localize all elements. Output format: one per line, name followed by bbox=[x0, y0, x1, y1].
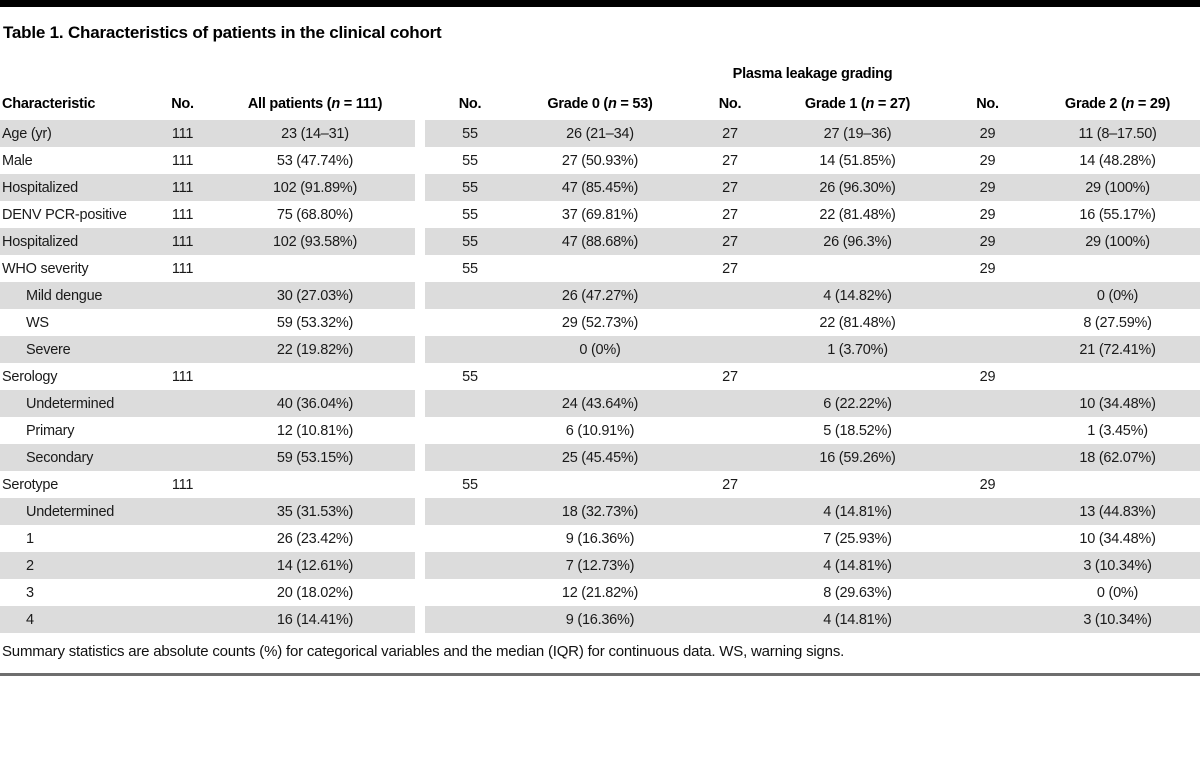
cell-no-grade0 bbox=[425, 282, 515, 309]
cell-grade2: 29 (100%) bbox=[1035, 228, 1200, 255]
cell-no-grade2: 29 bbox=[979, 152, 996, 169]
table-row bbox=[0, 471, 1200, 498]
cell-grade2: 10 (34.48%) bbox=[1035, 390, 1200, 417]
cell-all-patients: 75 (68.80%) bbox=[276, 206, 354, 223]
cell-grade1: 4 (14.82%) bbox=[775, 282, 940, 309]
table-body bbox=[0, 120, 1200, 633]
table-row bbox=[0, 525, 1200, 552]
cell-gap bbox=[415, 228, 425, 255]
cell-grade0: 12 (21.82%) bbox=[561, 584, 639, 601]
cell-no-grade1 bbox=[685, 606, 775, 633]
cell-grade0: 7 (12.73%) bbox=[515, 552, 685, 579]
cell-no-grade0 bbox=[425, 336, 515, 363]
row-label: Male bbox=[2, 152, 33, 169]
table-row bbox=[0, 228, 1200, 255]
cell-all-patients: 102 (93.58%) bbox=[215, 228, 415, 255]
cell-grade1: 4 (14.81%) bbox=[775, 552, 940, 579]
table-row bbox=[0, 174, 1200, 201]
cell-gap bbox=[415, 363, 425, 390]
cell-no-grade2 bbox=[940, 282, 1035, 309]
cell-grade0: 25 (45.45%) bbox=[515, 444, 685, 471]
cell-no-grade2 bbox=[940, 309, 1035, 336]
table-row bbox=[0, 255, 1200, 282]
cell-grade0: 27 (50.93%) bbox=[561, 152, 639, 169]
cell-no-grade1: 27 bbox=[685, 174, 775, 201]
cell-no-all bbox=[150, 336, 215, 363]
cell-no-all: 111 bbox=[171, 206, 194, 223]
cell-all-patients: 20 (18.02%) bbox=[276, 584, 354, 601]
cell-grade1: 16 (59.26%) bbox=[775, 444, 940, 471]
cell-no-grade0 bbox=[425, 390, 515, 417]
cell-no-grade1: 27 bbox=[685, 120, 775, 147]
cell-no-grade1 bbox=[685, 525, 775, 552]
cell-gap bbox=[415, 201, 425, 228]
row-label: Hospitalized bbox=[0, 174, 150, 201]
cell-no-grade0: 55 bbox=[425, 174, 515, 201]
cell-all-patients bbox=[215, 471, 415, 498]
cell-grade2: 18 (62.07%) bbox=[1035, 444, 1200, 471]
cell-no-all: 111 bbox=[171, 368, 194, 385]
cell-grade0 bbox=[515, 363, 685, 390]
table-row bbox=[0, 444, 1200, 471]
cell-no-grade2: 29 bbox=[940, 120, 1035, 147]
cell-no-grade0: 55 bbox=[425, 228, 515, 255]
cell-no-grade1 bbox=[685, 390, 775, 417]
row-label: 1 bbox=[26, 530, 34, 547]
row-label: Severe bbox=[0, 336, 150, 363]
cell-no-grade2: 29 bbox=[940, 174, 1035, 201]
cell-grade0: 0 (0%) bbox=[515, 336, 685, 363]
cell-no-grade2: 29 bbox=[979, 476, 996, 493]
cell-all-patients: 22 (19.82%) bbox=[215, 336, 415, 363]
cell-grade1: 5 (18.52%) bbox=[823, 422, 892, 439]
column-header-grade2: Grade 2 (n = 29) bbox=[1064, 96, 1171, 112]
row-label: Serotype bbox=[2, 476, 59, 493]
cell-no-all bbox=[150, 552, 215, 579]
cell-no-grade1: 27 bbox=[722, 152, 738, 169]
column-gap bbox=[415, 88, 425, 120]
cell-grade1 bbox=[775, 363, 940, 390]
row-label: Serology bbox=[2, 368, 58, 385]
cell-grade2: 29 (100%) bbox=[1035, 174, 1200, 201]
plasma-leakage-grading-header: Plasma leakage grading bbox=[732, 66, 893, 82]
cell-grade0: 47 (88.68%) bbox=[515, 228, 685, 255]
table-footnote: Summary statistics are absolute counts (%) for categorical variables and the median (IQR) for continuous data. WS, warning signs. bbox=[2, 643, 845, 660]
cell-no-grade0: 55 bbox=[462, 476, 478, 493]
row-label: Mild dengue bbox=[0, 282, 150, 309]
cell-gap bbox=[415, 525, 425, 552]
cell-no-all bbox=[150, 444, 215, 471]
cell-no-all: 111 bbox=[171, 152, 194, 169]
cell-no-grade1 bbox=[685, 552, 775, 579]
cell-no-grade0: 55 bbox=[425, 120, 515, 147]
table-row bbox=[0, 363, 1200, 390]
cell-grade0: 24 (43.64%) bbox=[515, 390, 685, 417]
cell-grade2: 0 (0%) bbox=[1096, 584, 1139, 601]
cell-gap bbox=[415, 336, 425, 363]
cell-grade0: 26 (21–34) bbox=[515, 120, 685, 147]
cell-all-patients: 35 (31.53%) bbox=[215, 498, 415, 525]
cell-grade2 bbox=[1035, 363, 1200, 390]
cell-all-patients: 26 (23.42%) bbox=[276, 530, 354, 547]
cell-no-grade1 bbox=[685, 282, 775, 309]
row-label: Age (yr) bbox=[0, 120, 150, 147]
cell-no-grade0 bbox=[425, 606, 515, 633]
cell-grade2 bbox=[1035, 255, 1200, 282]
cell-no-grade2 bbox=[940, 525, 1035, 552]
row-label: Hospitalized bbox=[0, 228, 150, 255]
cell-all-patients: 102 (91.89%) bbox=[215, 174, 415, 201]
cell-grade2: 21 (72.41%) bbox=[1035, 336, 1200, 363]
cell-grade2: 16 (55.17%) bbox=[1079, 206, 1156, 223]
cell-no-grade2 bbox=[940, 498, 1035, 525]
cell-grade2: 1 (3.45%) bbox=[1087, 422, 1148, 439]
cell-gap bbox=[415, 390, 425, 417]
cell-no-all bbox=[150, 417, 215, 444]
patients-characteristics-table bbox=[0, 60, 1200, 633]
cell-grade0: 9 (16.36%) bbox=[515, 606, 685, 633]
cell-no-grade1 bbox=[685, 336, 775, 363]
cell-grade1: 14 (51.85%) bbox=[819, 152, 896, 169]
column-header-no-grade2: No. bbox=[976, 96, 999, 112]
row-label: DENV PCR-positive bbox=[2, 206, 127, 223]
table-row bbox=[0, 579, 1200, 606]
cell-no-grade2 bbox=[940, 552, 1035, 579]
cell-grade0: 18 (32.73%) bbox=[515, 498, 685, 525]
cell-no-grade1: 27 bbox=[722, 260, 738, 277]
cell-no-grade0 bbox=[425, 552, 515, 579]
table-row bbox=[0, 606, 1200, 633]
cell-grade1 bbox=[775, 471, 940, 498]
cell-grade1: 1 (3.70%) bbox=[775, 336, 940, 363]
cell-all-patients bbox=[215, 255, 415, 282]
column-header-characteristic: Characteristic bbox=[2, 96, 96, 112]
cell-grade1: 22 (81.48%) bbox=[819, 314, 896, 331]
table-row bbox=[0, 552, 1200, 579]
cell-grade2: 3 (10.34%) bbox=[1035, 552, 1200, 579]
cell-no-grade0: 55 bbox=[462, 368, 478, 385]
row-label: Secondary bbox=[0, 444, 150, 471]
cell-no-grade1: 27 bbox=[722, 476, 738, 493]
cell-gap bbox=[415, 309, 425, 336]
column-header-no-grade0: No. bbox=[458, 96, 482, 112]
cell-all-patients: 40 (36.04%) bbox=[215, 390, 415, 417]
cell-grade0 bbox=[515, 471, 685, 498]
cell-gap bbox=[415, 147, 425, 174]
span-header-row bbox=[0, 60, 1200, 88]
cell-no-grade0 bbox=[425, 417, 515, 444]
cell-no-all bbox=[150, 498, 215, 525]
cell-no-grade0: 55 bbox=[462, 206, 478, 223]
cell-no-grade1: 27 bbox=[685, 228, 775, 255]
cell-grade0: 26 (47.27%) bbox=[515, 282, 685, 309]
table-row bbox=[0, 336, 1200, 363]
cell-gap bbox=[415, 120, 425, 147]
cell-all-patients: 16 (14.41%) bbox=[215, 606, 415, 633]
cell-grade1: 4 (14.81%) bbox=[775, 498, 940, 525]
cell-grade0: 6 (10.91%) bbox=[565, 422, 635, 439]
row-label: WHO severity bbox=[2, 260, 89, 277]
cell-gap bbox=[415, 282, 425, 309]
cell-no-grade2 bbox=[940, 417, 1035, 444]
column-header-row bbox=[0, 88, 1200, 120]
cell-no-grade1 bbox=[685, 498, 775, 525]
row-label: Undetermined bbox=[0, 390, 150, 417]
cell-no-grade1 bbox=[685, 579, 775, 606]
cell-no-all: 111 bbox=[171, 260, 194, 277]
cell-no-grade2: 29 bbox=[979, 206, 996, 223]
cell-no-all: 111 bbox=[150, 120, 215, 147]
cell-all-patients: 14 (12.61%) bbox=[215, 552, 415, 579]
cell-grade1: 6 (22.22%) bbox=[775, 390, 940, 417]
cell-grade2: 0 (0%) bbox=[1035, 282, 1200, 309]
cell-all-patients: 12 (10.81%) bbox=[276, 422, 354, 439]
cell-no-all bbox=[150, 390, 215, 417]
cell-gap bbox=[415, 255, 425, 282]
cell-no-all bbox=[150, 525, 215, 552]
cell-grade2 bbox=[1035, 471, 1200, 498]
cell-grade1: 7 (25.93%) bbox=[823, 530, 892, 547]
cell-no-grade1 bbox=[685, 417, 775, 444]
cell-no-all: 111 bbox=[150, 174, 215, 201]
cell-all-patients: 59 (53.15%) bbox=[215, 444, 415, 471]
cell-no-all bbox=[150, 309, 215, 336]
cell-no-grade2: 29 bbox=[979, 368, 996, 385]
cell-grade0: 47 (85.45%) bbox=[515, 174, 685, 201]
cell-no-grade2 bbox=[940, 336, 1035, 363]
cell-all-patients bbox=[215, 363, 415, 390]
cell-grade2: 8 (27.59%) bbox=[1083, 314, 1152, 331]
cell-grade0: 9 (16.36%) bbox=[565, 530, 635, 547]
column-header-no-grade1: No. bbox=[718, 96, 742, 112]
cell-no-all: 111 bbox=[150, 228, 215, 255]
cell-grade1: 26 (96.3%) bbox=[775, 228, 940, 255]
table-title: Table 1. Characteristics of patients in the clinical cohort bbox=[3, 23, 442, 42]
cell-gap bbox=[415, 471, 425, 498]
cell-no-all: 111 bbox=[171, 476, 194, 493]
cell-no-grade0 bbox=[425, 498, 515, 525]
cell-grade0 bbox=[515, 255, 685, 282]
span-header-spacer bbox=[0, 60, 425, 88]
cell-grade2: 11 (8–17.50) bbox=[1035, 120, 1200, 147]
table-row bbox=[0, 390, 1200, 417]
cell-no-grade1: 27 bbox=[722, 368, 738, 385]
cell-gap bbox=[415, 552, 425, 579]
cell-no-grade2 bbox=[940, 579, 1035, 606]
table-row bbox=[0, 201, 1200, 228]
cell-all-patients: 30 (27.03%) bbox=[215, 282, 415, 309]
cell-grade1: 27 (19–36) bbox=[775, 120, 940, 147]
row-label: Undetermined bbox=[0, 498, 150, 525]
row-label: 2 bbox=[0, 552, 150, 579]
cell-no-grade1: 27 bbox=[722, 206, 738, 223]
column-header-grade0: Grade 0 (n = 53) bbox=[547, 96, 653, 112]
cell-no-grade2: 29 bbox=[940, 228, 1035, 255]
cell-grade1: 4 (14.81%) bbox=[775, 606, 940, 633]
column-header-all-patients: All patients (n = 111) bbox=[247, 96, 383, 112]
cell-gap bbox=[415, 174, 425, 201]
row-label: 3 bbox=[26, 584, 34, 601]
cell-grade0: 29 (52.73%) bbox=[561, 314, 639, 331]
column-header-grade1: Grade 1 (n = 27) bbox=[804, 96, 911, 112]
cell-no-grade0 bbox=[425, 309, 515, 336]
cell-grade1 bbox=[775, 255, 940, 282]
cell-no-grade1 bbox=[685, 444, 775, 471]
cell-no-grade2: 29 bbox=[979, 260, 996, 277]
table-row bbox=[0, 282, 1200, 309]
cell-grade2: 3 (10.34%) bbox=[1035, 606, 1200, 633]
cell-grade0: 37 (69.81%) bbox=[561, 206, 639, 223]
cell-gap bbox=[415, 498, 425, 525]
cell-no-all bbox=[150, 282, 215, 309]
table-row bbox=[0, 120, 1200, 147]
bottom-rule bbox=[0, 673, 1200, 676]
cell-all-patients: 23 (14–31) bbox=[215, 120, 415, 147]
cell-grade2: 14 (48.28%) bbox=[1079, 152, 1156, 169]
cell-no-all bbox=[150, 606, 215, 633]
cell-gap bbox=[415, 417, 425, 444]
table-row bbox=[0, 417, 1200, 444]
cell-no-grade0: 55 bbox=[462, 152, 478, 169]
table-row bbox=[0, 309, 1200, 336]
cell-grade2: 10 (34.48%) bbox=[1079, 530, 1156, 547]
cell-no-grade1 bbox=[685, 309, 775, 336]
table-row bbox=[0, 498, 1200, 525]
top-rule bbox=[0, 0, 1200, 7]
table-row bbox=[0, 147, 1200, 174]
cell-grade2: 13 (44.83%) bbox=[1035, 498, 1200, 525]
cell-gap bbox=[415, 606, 425, 633]
cell-no-grade0: 55 bbox=[462, 260, 478, 277]
cell-no-all bbox=[150, 579, 215, 606]
cell-grade1: 22 (81.48%) bbox=[819, 206, 896, 223]
cell-no-grade0 bbox=[425, 525, 515, 552]
cell-all-patients: 53 (47.74%) bbox=[276, 152, 354, 169]
cell-gap bbox=[415, 444, 425, 471]
cell-grade1: 8 (29.63%) bbox=[823, 584, 892, 601]
cell-all-patients: 59 (53.32%) bbox=[276, 314, 354, 331]
row-label: WS bbox=[26, 314, 49, 331]
cell-no-grade0 bbox=[425, 579, 515, 606]
cell-no-grade2 bbox=[940, 390, 1035, 417]
row-label: 4 bbox=[0, 606, 150, 633]
column-header-no-all: No. bbox=[171, 96, 194, 112]
cell-no-grade0 bbox=[425, 444, 515, 471]
cell-grade1: 26 (96.30%) bbox=[775, 174, 940, 201]
cell-no-grade2 bbox=[940, 444, 1035, 471]
cell-gap bbox=[415, 579, 425, 606]
cell-no-grade2 bbox=[940, 606, 1035, 633]
row-label: Primary bbox=[26, 422, 75, 439]
